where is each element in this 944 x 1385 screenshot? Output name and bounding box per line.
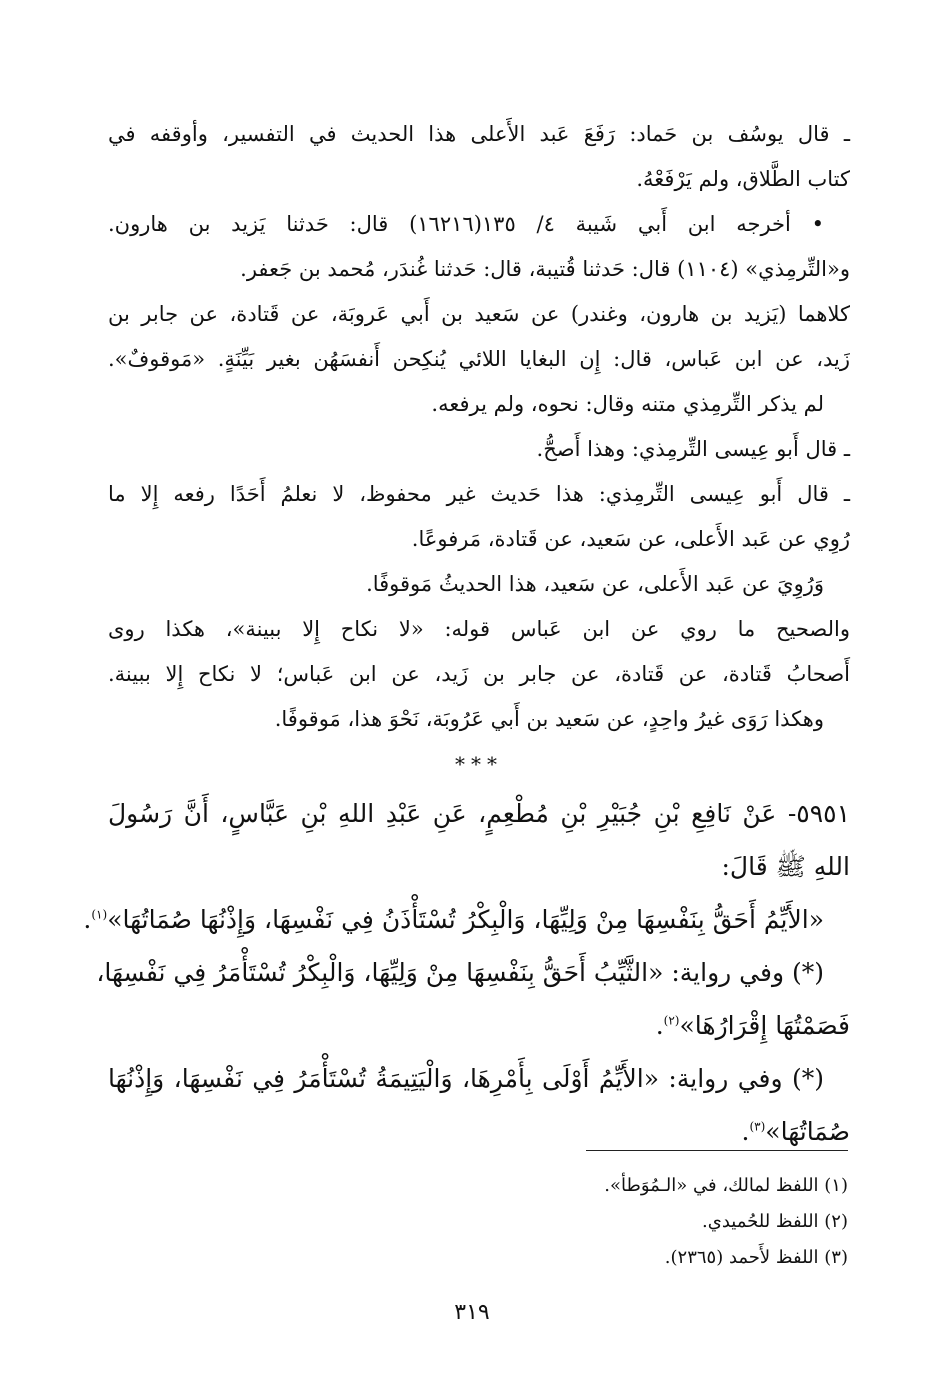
- footnote: (١) اللفظ لمالك، في «الـمُوَطأ».: [604, 1175, 848, 1196]
- hadith-line: (*) وفي رواية: «الأَيِّمُ أَوْلَى بِأَمْرِهَا، وَالْيَتِيمَةُ تُسْتَأْمَرُ فِي نَفْسِهَا، وَإِذْنُهَا: [108, 1064, 824, 1093]
- hadith-line: «الأَيِّمُ أَحَقُّ بِنَفْسِهَا مِنْ وَلِيِّهَا، وَالْبِكْرُ تُسْتَأْذَنُ فِي نَفْسِهَا، وَإِذْنُهَا صُمَاتُهَا»$^{(١)}$.: [83, 905, 824, 934]
- text-line: لم يذكر التِّرمِذي متنه وقال: نحوه، ولم يرفعه.: [431, 392, 824, 416]
- hadith-line: (*) وفي رواية: «الثَّيِّبُ أَحَقُّ بِنَفْسِهَا مِنْ وَلِيِّهَا، وَالْبِكْرُ تُسْتَأْمَرُ فِي نَفْسِهَا،: [96, 958, 824, 987]
- footnote-marker: (٣): [749, 1119, 766, 1134]
- text-line: ـ قال يوسُف بن حَماد: رَفَعَ عَبد الأَعلى هذا الحديث في التفسير، وأوقفه في: [108, 122, 850, 146]
- text-line: زَيد، عن ابن عَباس، قال: إِن البغايا اللائي يُنكِحن أَنفسَهُن بغير بَيِّنَةٍ. «مَوقوفٌ».: [108, 347, 850, 371]
- footnote-divider: [586, 1150, 848, 1151]
- hadith-line: صُمَاتُهَا»$^{(٣)}$.: [741, 1117, 850, 1146]
- footnotes: [248, 1168, 848, 1276]
- hadith-text: صُمَاتُهَا»: [765, 1117, 850, 1146]
- text-line: ـ قال أَبو عِيسى التِّرمِذي: هذا حَديث غير محفوظ، لا نعلمُ أَحَدًا رفعه إِلا ما: [108, 482, 850, 506]
- text-line: وَرُوِيَ عن عَبد الأَعلى، عن سَعيد، هذا الحديثُ مَوقوفًا.: [366, 572, 824, 596]
- hadith-line: فَصَمْتُهَا إِقْرَارُهَا»$^{(٢)}$.: [655, 1011, 850, 1040]
- hadith-text: «الأَيِّمُ أَحَقُّ بِنَفْسِهَا مِنْ وَلِيِّهَا، وَالْبِكْرُ تُسْتَأْذَنُ فِي نَفْسِهَا، وَإِذْنُهَا صُمَاتُهَا»: [107, 905, 824, 934]
- text-line: وهكذا رَوَى غيرُ واحِدٍ، عن سَعيد بن أَبي عَرُوبَة، نَحْوَ هذا، مَوقوفًا.: [274, 707, 824, 731]
- footnote: (٢) اللفظ للحُميدي.: [702, 1211, 848, 1232]
- text-line: رُوِي عن عَبد الأَعلى، عن سَعيد، عن قَتادة، مَرفوعًا.: [411, 527, 850, 551]
- footnote-marker: (٢): [663, 1013, 680, 1028]
- text-line: • أخرجه ابن أَبي شَيبة ٤/ ١٣٥(١٦٢١٦) قال: حَدثنا يَزيد بن هارون.: [108, 212, 824, 236]
- footnote: (٣) اللفظ لأَحمد (٢٣٦٥).: [664, 1247, 848, 1268]
- footnote-marker: (١): [91, 907, 108, 922]
- commentary-block: [83, 112, 850, 1158]
- text-line: كلاهما (يَزيد بن هارون، وغندر) عن سَعيد بن أَبي عَروبَة، عن قَتادة، عن جابر بن: [108, 302, 850, 326]
- text-line: أَصحابُ قَتادة، عن قَتادة، عن جابر بن زَيد، عن ابن عَباس؛ لا نكاح إِلا ببينة.: [108, 662, 850, 686]
- text-line: كتاب الطَّلاق، ولم يَرْفَعْهُ.: [636, 167, 850, 191]
- hadith-line: اللهِ ﷺ قَالَ:: [721, 852, 850, 881]
- hadith-text: فَصَمْتُهَا إِقْرَارُهَا»: [679, 1011, 850, 1040]
- text-line: ـ قال أَبو عِيسى التِّرمِذي: وهذا أَصحُّ.: [536, 437, 850, 461]
- page-number: ٣١٩: [454, 1300, 490, 1325]
- text-line: و«التِّرمِذي» (١١٠٤) قال: حَدثنا قُتيبة، قال: حَدثنا غُندَر، مُحمد بن جَعفر.: [240, 257, 850, 281]
- text-line: والصحيح ما روي عن ابن عَباس قوله: «لا نكاح إِلا ببينة»، هكذا روى: [108, 617, 850, 641]
- section-separator: ***: [455, 752, 503, 776]
- hadith-line: ٥٩٥١- عَنْ نَافِعِ بْنِ جُبَيْرِ بْنِ مُطْعِمٍ، عَنِ عَبْدِ اللهِ بْنِ عَبَّاسٍ، أَنَّ رَسُولَ: [108, 799, 850, 828]
